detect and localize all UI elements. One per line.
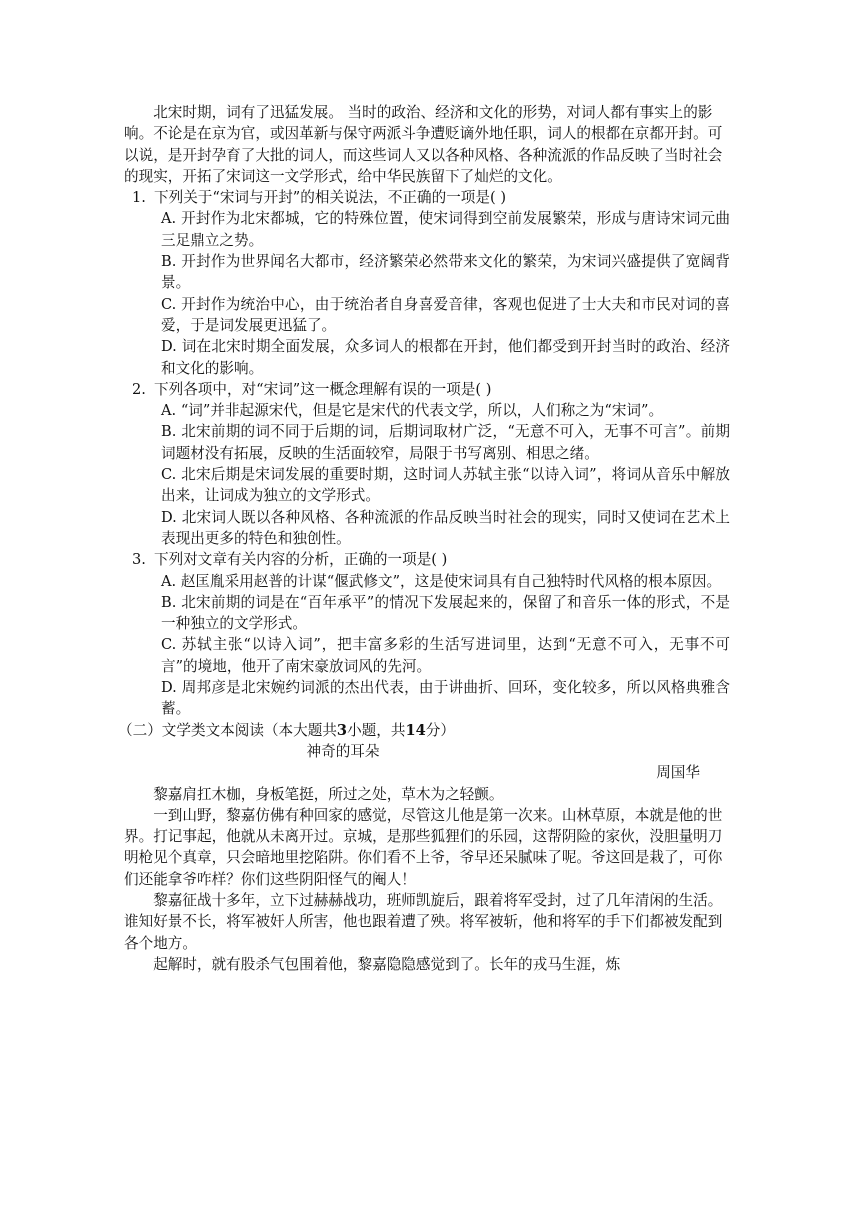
option-a: A. 开封作为北宋都城，它的特殊位置，使宋词得到空前发展繁荣，形成与唐诗宋词元曲三足鼎立之势。 (161, 210, 730, 249)
story-paragraph: 黎嘉征战十多年，立下过赫赫战功，班师凯旋后，跟着将军受封，过了几年清闲的生活。谁知好景不长，将军被奸人所害，他也跟着遭了殃。将军被斩，他和将军的手下们都被发配到各个地方。 (124, 891, 723, 952)
question-number: 3. (132, 551, 146, 569)
question-stem: 下列关于“宋词与开封”的相关说法，不正确的一项是( ) (154, 189, 507, 207)
question-count: 3 (336, 721, 348, 739)
total-score: 14 (405, 721, 426, 739)
question-number: 2. (132, 380, 146, 398)
option-c: C. 开封作为统治中心，由于统治者自身喜爱音律，客观也促进了士大夫和市民对词的喜爱，于是词发展更迅猛了。 (161, 295, 730, 334)
section-heading: （二）文学类文本阅读（本大题共3小题，共14分） (118, 721, 455, 739)
option-d: D. 周邦彦是北宋婉约词派的杰出代表，由于讲曲折、回环，变化较多，所以风格典雅含蓄。 (161, 679, 730, 718)
intro-paragraph: 北宋时期，词有了迅猛发展。 当时的政治、经济和文化的形势，对词人都有事实上的影响。不论是在京为官，或因革新与保守两派斗争遭贬谪外地任职，词人的根都在京都开封。可以说，是开封孕育了大批的词人，而这些词人又以各种风格、各种流派的作品反映了当时社会的现实，开拓了宋词这一文学形式，给中华民族留下了灿烂的文化。 (124, 104, 723, 185)
question-number: 1. (132, 189, 146, 207)
document-page (118, 102, 730, 975)
story-author: 周国华 (656, 764, 700, 782)
option-d: D. 北宋词人既以各种风格、各种流派的作品反映当时社会的现实，同时又使词在艺术上表现出更多的特色和独创性。 (161, 508, 730, 547)
question-stem: 下列各项中，对“宋词”这一概念理解有误的一项是( ) (154, 380, 492, 398)
story-title: 神奇的耳朵 (306, 742, 380, 760)
question-stem: 下列对文章有关内容的分析，正确的一项是( ) (154, 551, 448, 569)
question-3 (124, 549, 730, 719)
story-paragraph: 起解时，就有股杀气包围着他，黎嘉隐隐感觉到了。长年的戎马生涯，炼 (153, 955, 621, 973)
option-a: A. “词”并非起源宋代，但是它是宋代的代表文学，所以，人们称之为“宋词”。 (161, 402, 664, 420)
question-2 (124, 379, 730, 549)
question-1 (124, 187, 730, 379)
option-c: C. 苏轼主张“以诗入词”，把丰富多彩的生活写进词里，达到“无意不可入，无事不可言”的境地，他开了南宋豪放词风的先河。 (161, 636, 730, 675)
option-d: D. 词在北宋时期全面发展，众多词人的根都在开封，他们都受到开封当时的政治、经济和文化的影响。 (161, 338, 730, 377)
option-a: A. 赵匡胤采用赵普的计谋“偃武修文”，这是使宋词具有自己独特时代风格的根本原因。 (161, 572, 722, 590)
option-b: B. 北宋前期的词是在“百年承平”的情况下发展起来的，保留了和音乐一体的形式，不是一种独立的文学形式。 (161, 593, 730, 633)
story-paragraph: 一到山野，黎嘉仿佛有种回家的感觉，尽管这儿他是第一次来。山林草原，本就是他的世界。打记事起，他就从未离开过。京城，是那些狐狸们的乐园，这帮阴险的家伙，没胆量明刀明枪见个真章，只会暗地里挖陷阱。你们看不上爷，爷早还呆腻味了呢。爷这回是栽了，可你们还能拿爷咋样？你们这些阴阳怪气的阉人！ (124, 806, 723, 888)
option-b: B. 北宋前期的词不同于后期的词，后期词取材广泛，“无意不可入，无事不可言”。前期词题材没有拓展，反映的生活面较窄，局限于书写离别、相思之绪。 (161, 423, 730, 462)
option-c: C. 北宋后期是宋词发展的重要时期，这时词人苏轼主张“以诗入词”，将词从音乐中解放出来，让词成为独立的文学形式。 (161, 466, 730, 505)
story-paragraph: 黎嘉肩扛木枷，身板笔挺，所过之处，草木为之轻颤。 (153, 785, 504, 803)
option-b: B. 开封作为世界闻名大都市，经济繁荣必然带来文化的繁荣，为宋词兴盛提供了宽阔背景。 (161, 253, 730, 292)
